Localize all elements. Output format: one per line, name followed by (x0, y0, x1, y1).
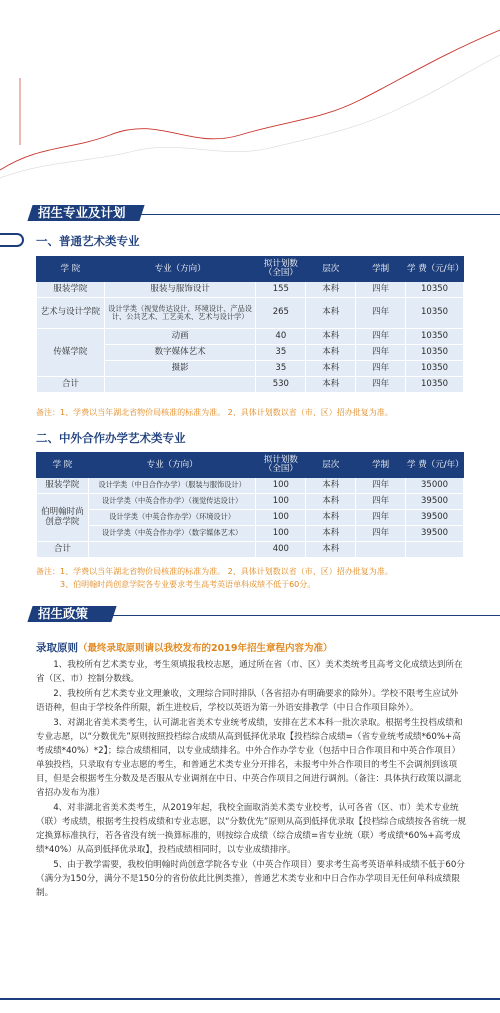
header-plan: 拟计划数（全国） (256, 257, 306, 282)
header-wave-decoration (0, 0, 500, 200)
policy-paragraph: 1、我校所有艺术类专业，考生须填报我校志愿，通过所在省（市、区）美术类统考且高考文化成绩达到所在省（区、市）控制分数线。 (36, 660, 463, 684)
cell-years: 四年 (356, 345, 406, 361)
policy-body (36, 658, 466, 901)
section-divider (112, 615, 500, 616)
cell-years: 四年 (356, 510, 406, 526)
left-marker-decoration (0, 233, 24, 247)
table-total-row (37, 542, 464, 558)
cell-college: 服装学院 (37, 282, 105, 298)
cell-fee: 10350 (406, 282, 464, 298)
cell-fee (406, 542, 464, 558)
section-title: 招生政策 (38, 606, 89, 621)
table-header-row (37, 453, 464, 478)
cell-college: 合计 (37, 377, 105, 393)
table-row (37, 298, 464, 329)
cell-fee: 10350 (406, 345, 464, 361)
cell-level: 本科 (306, 329, 356, 345)
cell-level: 本科 (306, 510, 356, 526)
cell-years: 四年 (356, 282, 406, 298)
bottom-divider (0, 998, 500, 1000)
cell-years: 四年 (356, 526, 406, 542)
cell-plan: 35 (256, 345, 306, 361)
header-major: 专业（方向） (88, 453, 256, 478)
table-row (37, 282, 464, 298)
header-years: 学制 (356, 453, 406, 478)
cell-major: 设计学类（中英合作办学）（数字媒体艺术） (88, 526, 256, 542)
cell-fee: 10350 (406, 298, 464, 329)
cell-level: 本科 (306, 361, 356, 377)
cell-level: 本科 (306, 526, 356, 542)
header-level: 层次 (306, 453, 356, 478)
header-fee: 学 费（元/年） (406, 453, 464, 478)
table-total-row (37, 377, 464, 393)
cell-level: 本科 (306, 298, 356, 329)
cell-major: 设计学类（中英合作办学）（环境设计） (88, 510, 256, 526)
cell-college: 合计 (37, 542, 89, 558)
cell-plan: 530 (256, 377, 306, 393)
cell-level: 本科 (306, 542, 356, 558)
header-major: 专业（方向） (104, 257, 256, 282)
cell-fee: 39500 (406, 494, 464, 510)
policy-paragraph: 4、对非湖北省美术类考生，从2019年起，我校全面取消美术类专业校考，认可各省（区、市）美术专业统（联）考成绩，根据考生投档成绩和专业志愿，以“分数优先”原则从高到低择优录取【投档综合成绩按各省统一规定换算标准执行，若各省没有统一换算标准的，则按综合成绩（综合成绩=省专业统（联）考成绩*60%+高考成绩*40%）从高到低择优录取】，投档成绩相同时，以专业成绩排序。 (36, 803, 467, 855)
cell-years: 四年 (356, 361, 406, 377)
cell-years: 四年 (356, 377, 406, 393)
cell-level: 本科 (306, 282, 356, 298)
section-header-enrollment-plan (27, 205, 144, 221)
cell-years: 四年 (356, 478, 406, 494)
policy-heading-title: 录取原则 (36, 642, 78, 654)
cell-plan: 155 (256, 282, 306, 298)
cell-plan: 35 (256, 361, 306, 377)
cell-plan: 265 (256, 298, 306, 329)
table-row (37, 526, 464, 542)
cell-years: 四年 (356, 494, 406, 510)
joint-program-majors-table (36, 452, 464, 558)
policy-heading-subtitle: （最终录取原则请以我校发布的2019年招生章程内容为准） (78, 643, 333, 654)
cell-level: 本科 (306, 345, 356, 361)
cell-college: 传媒学院 (37, 329, 105, 377)
cell-years: 四年 (356, 298, 406, 329)
table-row (37, 329, 464, 345)
cell-plan: 100 (256, 494, 306, 510)
table-row (37, 478, 464, 494)
cell-fee: 35000 (406, 478, 464, 494)
section-title: 招生专业及计划 (38, 205, 126, 220)
part2-title: 二、中外合作办学艺术类专业 (36, 431, 186, 445)
cell-major (104, 377, 256, 393)
cell-major: 设计学类（中英合作办学）（视觉传达设计） (88, 494, 256, 510)
policy-heading (36, 640, 332, 655)
part1-note: 备注：1、学费以当年湖北省物价局核准的标准为准。 2、具体计划数以省（市、区）招办批复为准。 (36, 408, 393, 417)
table-row (37, 510, 464, 526)
part2-note-2: 3、伯明翰时尚创意学院各专业要求考生高考英语单科成绩不低于60分。 (60, 580, 316, 589)
cell-major: 摄影 (104, 361, 256, 377)
header-college: 学 院 (37, 257, 105, 282)
cell-fee: 10350 (406, 329, 464, 345)
cell-years: 四年 (356, 329, 406, 345)
header-college: 学 院 (37, 453, 89, 478)
header-plan: 拟计划数（全国） (256, 453, 306, 478)
cell-major: 设计学类（中日合作办学）（服装与服饰设计） (88, 478, 256, 494)
cell-level: 本科 (306, 377, 356, 393)
cell-major (88, 542, 256, 558)
cell-fee: 10350 (406, 361, 464, 377)
table-header-row (37, 257, 464, 282)
cell-years (356, 542, 406, 558)
section-header-policy (27, 606, 116, 622)
cell-fee: 39500 (406, 510, 464, 526)
cell-fee: 39500 (406, 526, 464, 542)
part2-note-1: 备注：1、学费以当年湖北省物价局核准的标准为准。 2、具体计划数以省（市、区）招办批复为准。 (36, 567, 393, 576)
regular-art-majors-table (36, 256, 464, 393)
cell-college: 艺术与设计学院 (37, 298, 105, 329)
header-years: 学制 (356, 257, 406, 282)
cell-college: 伯明翰时尚创意学院 (37, 494, 89, 542)
cell-major: 动画 (104, 329, 256, 345)
header-fee: 学 费（元/年） (406, 257, 464, 282)
cell-level: 本科 (306, 494, 356, 510)
cell-plan: 400 (256, 542, 306, 558)
table-row (37, 494, 464, 510)
cell-plan: 40 (256, 329, 306, 345)
cell-plan: 100 (256, 510, 306, 526)
section-divider (140, 214, 500, 215)
part1-title: 一、普通艺术类专业 (36, 234, 140, 248)
cell-plan: 100 (256, 478, 306, 494)
cell-major: 设计学类（视觉传达设计、环境设计、产品设计、公共艺术、工艺美术、艺术与设计学） (104, 298, 256, 329)
cell-major: 服装与服饰设计 (104, 282, 256, 298)
cell-major: 数字媒体艺术 (104, 345, 256, 361)
cell-level: 本科 (306, 478, 356, 494)
policy-paragraph: 3、对湖北省美术类考生，认可湖北省美术专业统考成绩，安排在艺术本科一批次录取。根据考生投档成绩和专业志愿，以“分数优先”原则按照投档综合成绩从高到低择优录取【投档综合成绩=（省专业统考成绩*60%+高考成绩*40%）*2】；综合成绩相同，以专业成绩排名。中外合作办学专业（包括中日合作项目和中英合作项目）单独投档，只录取有专业志愿的考生，和普通艺术类专业分开排名，未报考中外合作项目的考生不会调剂到该项目，但是会根据考生分数及是否服从专业调剂在中日、中英合作项目之间进行调剂。（备注：具体执行政策以湖北省招办发布为准） (36, 718, 463, 798)
policy-paragraph: 5、由于教学需要，我校伯明翰时尚创意学院各专业（中英合作项目）要求考生高考英语单科成绩不低于60分（满分为150分，满分不是150分的省份依此比例类推），普通艺术类专业和中日合作办学项目无任何单科成绩限制。 (36, 860, 465, 898)
cell-college: 服装学院 (37, 478, 89, 494)
header-level: 层次 (306, 257, 356, 282)
cell-fee: 10350 (406, 377, 464, 393)
policy-paragraph: 2、我校所有艺术类专业文理兼收，文理综合同时排队（各省招办有明确要求的除外）。学校不限考生应试外语语种，但由于学校条件所限，新生进校后，学校以英语为第一外语安排教学（中日合作项目除外）。 (36, 689, 459, 713)
cell-plan: 100 (256, 526, 306, 542)
